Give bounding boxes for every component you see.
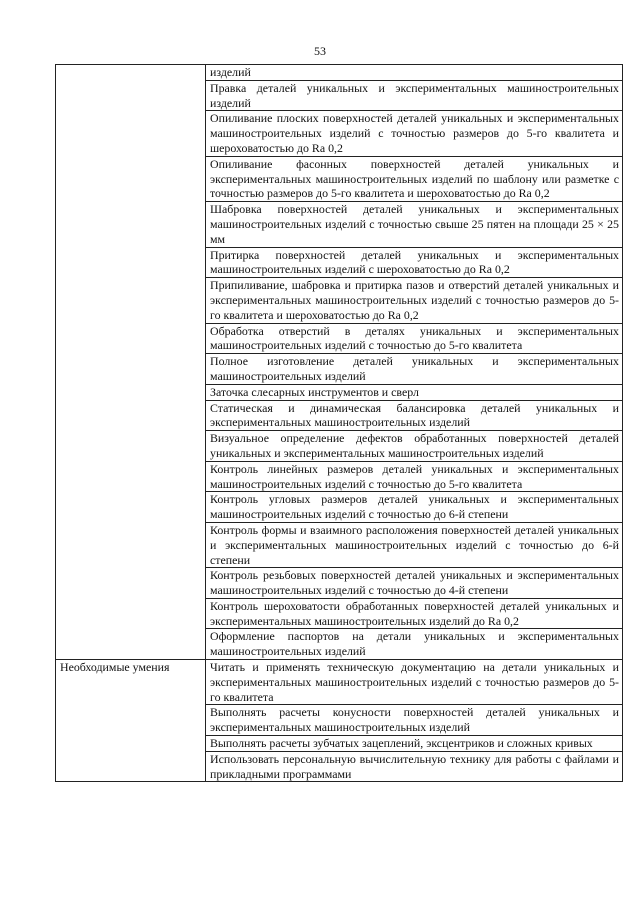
table-cell: Полное изготовление деталей уникальных и экспериментальных машиностроительных изделий [206, 354, 623, 385]
table-cell: Обработка отверстий в деталях уникальных и экспериментальных машиностроительных изделий с точностью до 5-го квалитета [206, 323, 623, 354]
table-row [56, 660, 623, 705]
table-cell: Визуальное определение дефектов обработанных поверхностей деталей уникальных и экспериментальных машиностроительных изделий [206, 431, 623, 462]
section-label-empty [56, 65, 206, 660]
table-cell: Оформление паспортов на детали уникальных и экспериментальных машиностроительных изделий [206, 629, 623, 660]
table-cell: Читать и применять техническую документацию на детали уникальных и экспериментальных машиностроительных изделий с точностью размеров до 5-го квалитета [206, 660, 623, 705]
table-cell: Припиливание, шабровка и притирка пазов и отверстий деталей уникальных и экспериментальных машиностроительных изделий с точностью размеров до 5-го квалитета и шероховатостью до Ra 0,2 [206, 278, 623, 323]
table-cell: Контроль угловых размеров деталей уникальных и экспериментальных машиностроительных изделий с точностью до 6-й степени [206, 492, 623, 523]
table-cell: Контроль резьбовых поверхностей деталей уникальных и экспериментальных машиностроительных изделий с точностью до 4-й степени [206, 568, 623, 599]
table-cell: Заточка слесарных инструментов и сверл [206, 384, 623, 400]
table-cell: Контроль шероховатости обработанных поверхностей деталей уникальных и экспериментальных машиностроительных изделий до Ra 0,2 [206, 598, 623, 629]
table-cell: Контроль линейных размеров деталей уникальных и экспериментальных машиностроительных изделий с точностью до 5-го квалитета [206, 461, 623, 492]
table-cell: Использовать персональную вычислительную технику для работы с файлами и прикладными программами [206, 751, 623, 782]
table-cell: Правка деталей уникальных и экспериментальных машиностроительных изделий [206, 80, 623, 111]
table-cell: Опиливание плоских поверхностей деталей уникальных и экспериментальных машиностроительных изделий с точностью размеров до 5-го квалитета и шероховатостью до Ra 0,2 [206, 111, 623, 156]
table-cell: Опиливание фасонных поверхностей деталей уникальных и экспериментальных машиностроительных изделий по шаблону или разметке с точностью размеров до 5-го квалитета и шероховатостью до Ra 0,2 [206, 156, 623, 201]
table-cell: Статическая и динамическая балансировка деталей уникальных и экспериментальных машиностроительных изделий [206, 400, 623, 431]
table-row [56, 65, 623, 81]
table-cell: Контроль формы и взаимного расположения поверхностей деталей уникальных и экспериментальных машиностроительных изделий с точностью до 6-й степени [206, 522, 623, 567]
table-cell: Притирка поверхностей деталей уникальных и экспериментальных машиностроительных изделий с шероховатостью до Ra 0,2 [206, 247, 623, 278]
table-cell: Выполнять расчеты конусности поверхностей деталей уникальных и экспериментальных машиностроительных изделий [206, 705, 623, 736]
table-cell: Шабровка поверхностей деталей уникальных и экспериментальных машиностроительных изделий с точностью свыше 25 пятен на площади 25 × 25 мм [206, 202, 623, 247]
table-cell: изделий [206, 65, 623, 81]
page-number: 53 [314, 44, 326, 58]
competency-table [55, 64, 623, 782]
skills-section-label: Необходимые умения [56, 660, 206, 782]
table-cell: Выполнять расчеты зубчатых зацеплений, эксцентриков и сложных кривых [206, 736, 623, 752]
